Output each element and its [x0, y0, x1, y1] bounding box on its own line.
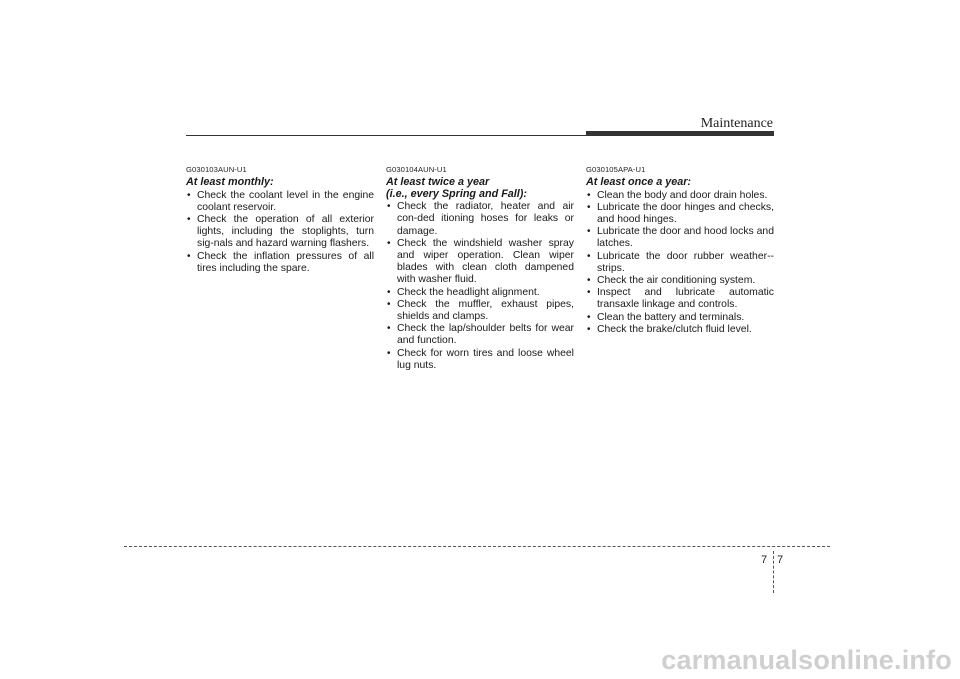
page-number: 7: [777, 554, 784, 566]
list-item-text: Check the brake/clutch fluid level.: [597, 323, 752, 335]
checklist: [386, 201, 574, 372]
list-item-text: Check the windshield washer spray and wiper operation. Clean wiper blades with clean cloth dampened with washer fluid.: [397, 237, 574, 286]
list-item: [586, 324, 774, 336]
heading-line: At least twice a year: [386, 176, 490, 188]
heading-line: (i.e., every Spring and Fall):: [386, 187, 527, 200]
list-item-text: Check for worn tires and loose wheel lug nuts.: [397, 347, 574, 371]
section-code: G030105APA-U1: [586, 165, 646, 174]
column-twice-a-year: [386, 165, 574, 372]
list-item-text: Check the operation of all exterior lights, including the stoplights, turn sig-nals and hazard warning flashers.: [197, 214, 374, 250]
chapter-number: 7: [761, 554, 768, 566]
column-once-a-year: [586, 165, 774, 336]
list-item: [186, 214, 374, 251]
bullet-icon: •: [587, 287, 591, 299]
list-item-text: Inspect and lubricate automatic transaxle linkage and controls.: [597, 287, 774, 311]
bullet-icon: •: [587, 201, 591, 213]
list-item: [186, 251, 374, 275]
list-item-text: Clean the battery and terminals.: [597, 311, 745, 323]
bullet-icon: •: [587, 250, 591, 262]
list-item-text: Check the lap/shoulder belts for wear and function.: [397, 323, 574, 347]
column-monthly: [186, 165, 374, 275]
section-code: G030104AUN-U1: [386, 165, 447, 174]
heading-line: At least once a year:: [586, 176, 692, 188]
list-item-text: Lubricate the door and hood locks and latches.: [597, 226, 774, 250]
checklist: [586, 190, 774, 336]
list-item: [586, 202, 774, 226]
bullet-icon: •: [387, 347, 391, 359]
bullet-icon: •: [387, 298, 391, 310]
list-item-text: Check the inflation pressures of all tires including the spare.: [197, 250, 374, 274]
section-heading: [186, 177, 374, 189]
bullet-icon: •: [587, 323, 591, 335]
list-item: [386, 299, 574, 323]
bullet-icon: •: [387, 201, 391, 213]
list-item-text: Check the air conditioning system.: [597, 275, 756, 287]
list-item: [586, 190, 774, 202]
checklist: [186, 190, 374, 275]
section-heading: [386, 177, 574, 200]
bullet-icon: •: [587, 226, 591, 238]
list-item: [586, 275, 774, 287]
list-item: [586, 287, 774, 311]
section-title: Maintenance: [700, 116, 773, 131]
list-item-text: Check the muffler, exhaust pipes, shields and clamps.: [397, 298, 574, 323]
bullet-icon: •: [387, 286, 391, 298]
bullet-icon: •: [587, 311, 591, 323]
heading-line: At least monthly:: [186, 176, 274, 188]
section-code: G030103AUN-U1: [186, 165, 247, 174]
list-item: [386, 287, 574, 299]
list-item-text: Clean the body and door drain holes.: [597, 189, 768, 201]
bullet-icon: •: [387, 323, 391, 335]
list-item: [586, 226, 774, 250]
list-item: [586, 251, 774, 275]
footer-rule: [124, 546, 830, 547]
list-item: [386, 323, 574, 347]
list-item-text: Check the radiator, heater and air con-ded itioning hoses for leaks or damage.: [397, 201, 574, 237]
list-item-text: Lubricate the door rubber weather-strips.: [597, 250, 774, 274]
bullet-icon: •: [587, 275, 591, 287]
bullet-icon: •: [187, 214, 191, 225]
list-item-text: Check the coolant level in the engine coolant reservoir.: [197, 189, 374, 213]
watermark: carmanualsonline.info: [661, 645, 952, 675]
list-item: [386, 348, 574, 372]
bullet-icon: •: [387, 237, 391, 249]
header-bar: [586, 131, 774, 136]
list-item: [586, 312, 774, 324]
bullet-icon: •: [587, 189, 591, 201]
bullet-icon: •: [187, 250, 191, 262]
page-divider: [773, 551, 774, 593]
list-item: [186, 190, 374, 214]
section-heading: [586, 177, 774, 189]
bullet-icon: •: [187, 189, 191, 201]
list-item: [386, 238, 574, 287]
list-item-text: Check the headlight alignment.: [397, 286, 540, 298]
list-item-text: Lubricate the door hinges and checks, and hood hinges.: [597, 201, 774, 225]
list-item: [386, 201, 574, 238]
